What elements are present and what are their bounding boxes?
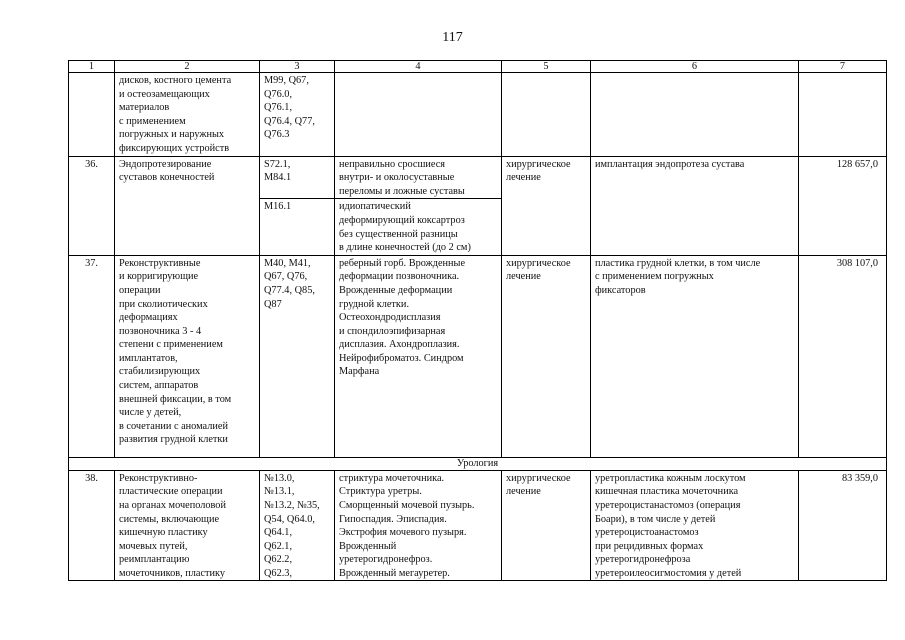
price-cell: 128 657,0: [799, 156, 887, 255]
diagnosis-cell: [335, 73, 502, 157]
method-cell: пластика грудной клетки, в том числе с применением погружных фиксаторов: [591, 255, 799, 457]
icd-codes-cell: S72.1, M84.1: [260, 156, 335, 199]
column-number: 5: [502, 61, 591, 73]
price-cell: 83 359,0: [799, 470, 887, 581]
table-row-38: [69, 470, 887, 581]
column-number: 2: [115, 61, 260, 73]
column-number: 6: [591, 61, 799, 73]
table-row-continuation: [69, 73, 887, 157]
diagnosis-cell: неправильно сросшиеся внутри- и околосуставные переломы и ложные суставы: [335, 156, 502, 199]
column-number: 7: [799, 61, 887, 73]
treatment-cell: хирургическое лечение: [502, 470, 591, 581]
row-number: 37.: [69, 255, 115, 457]
column-number: 1: [69, 61, 115, 73]
row-number: 38.: [69, 470, 115, 581]
table-row-36: [69, 156, 887, 199]
method-cell: [591, 73, 799, 157]
icd-codes-cell: M16.1: [260, 199, 335, 255]
page-number: 117: [442, 30, 463, 45]
method-cell: имплантация эндопротеза сустава: [591, 156, 799, 255]
row-number-cell: [69, 73, 115, 157]
column-number-row: [69, 61, 887, 73]
procedure-name-cell: Реконструктивные и корригирующие операции при сколиотических деформациях позвоночника 3 - 4 степени с применением имплантатов, стабилизирующих систем, аппаратов внешней фиксации, в том числе у детей, в сочетании с аномалией развития грудной клетки: [115, 255, 260, 457]
section-row: [69, 457, 887, 470]
diagnosis-cell: идиопатический деформирующий коксартроз без существенной разницы в длине конечностей (до 2 см): [335, 199, 502, 255]
procedure-name-cell: Реконструктивно- пластические операции на органах мочеполовой системы, включающие кишечную пластику мочевых путей, реимплантацию мочеточников, пластику: [115, 470, 260, 581]
icd-codes-cell: M99, Q67, Q76.0, Q76.1, Q76.4, Q77, Q76.3: [260, 73, 335, 157]
icd-codes-cell: №13.0, №13.1, №13.2, №35, Q54, Q64.0, Q64.1, Q62.1, Q62.2, Q62.3,: [260, 470, 335, 581]
diagnosis-cell: стриктура мочеточника. Стриктура уретры. Сморщенный мочевой пузырь. Гипоспадия. Эписпадия. Экстрофия мочевого пузыря. Врожденный уретерогидронефроз. Врожденный мегауретер.: [335, 470, 502, 581]
treatment-cell: хирургическое лечение: [502, 156, 591, 255]
procedure-name-cell: дисков, костного цемента и остеозамещающих материалов с применением погружных и наружных фиксирующих устройств: [115, 73, 260, 157]
column-number: 3: [260, 61, 335, 73]
column-number: 4: [335, 61, 502, 73]
table-row-37: [69, 255, 887, 457]
icd-codes-cell: M40, M41, Q67, Q76, Q77.4, Q85, Q87: [260, 255, 335, 457]
treatment-cell: [502, 73, 591, 157]
diagnosis-cell: реберный горб. Врожденные деформации позвоночника. Врожденные деформации грудной клетки. Остеохондродисплазия и спондилоэпифизарная дисплазия. Ахондроплазия. Нейрофиброматоз. Синдром Марфана: [335, 255, 502, 457]
price-cell: 308 107,0: [799, 255, 887, 457]
treatment-cell: хирургическое лечение: [502, 255, 591, 457]
price-cell: [799, 73, 887, 157]
section-title: Урология: [69, 457, 887, 470]
method-cell: уретропластика кожным лоскутом кишечная пластика мочеточника уретероцистанастомоз (операция Боари), в том числе у детей уретероцистоанастомоз при рецидивных формах уретерогидронефроза уретероилеосигмостомия у детей: [591, 470, 799, 581]
row-number: 36.: [69, 156, 115, 255]
procedure-name-cell: Эндопротезирование суставов конечностей: [115, 156, 260, 255]
procedures-table: [68, 60, 887, 581]
